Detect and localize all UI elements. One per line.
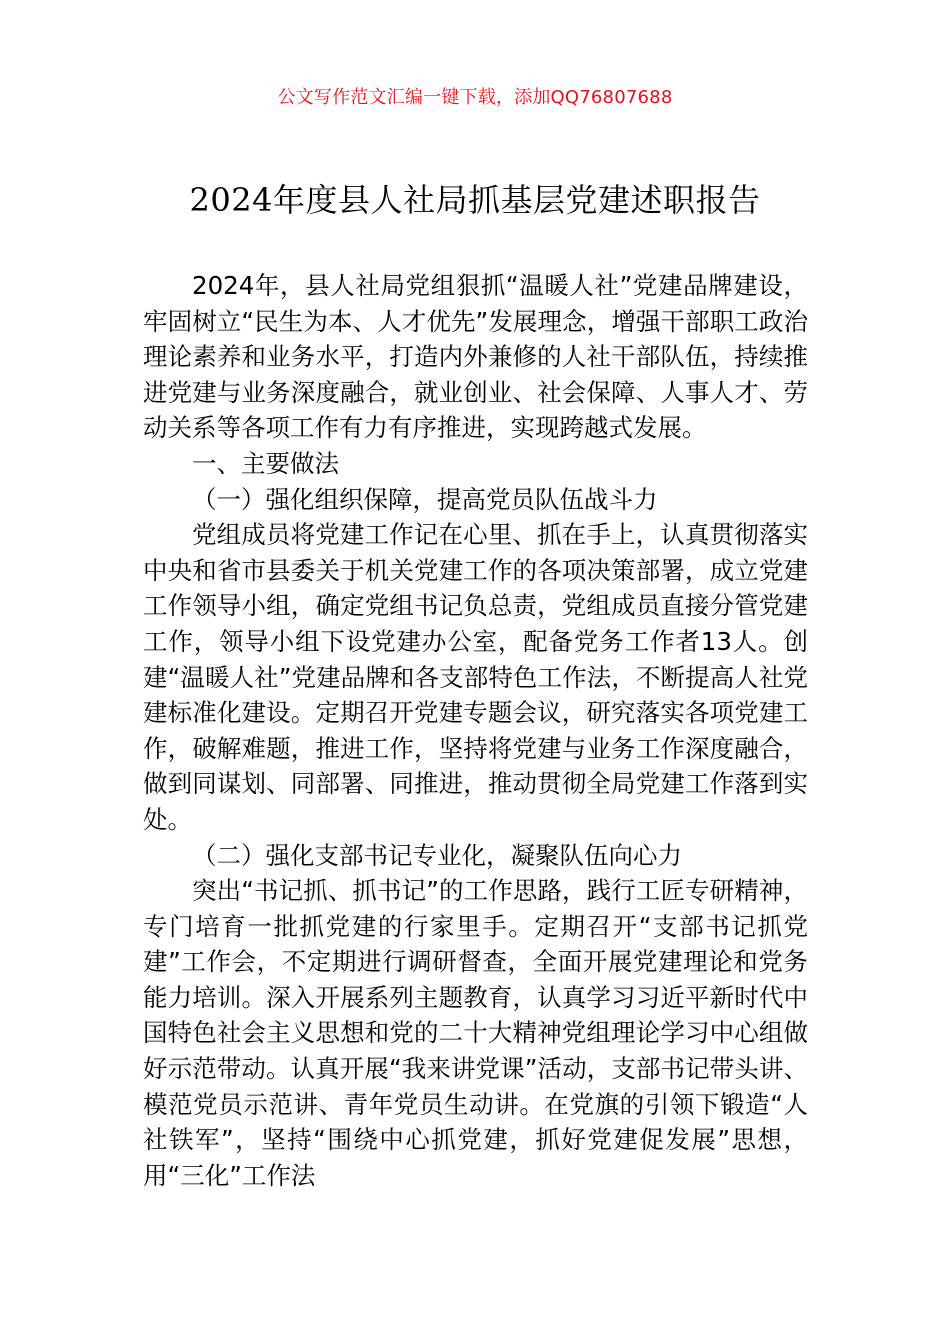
section-heading: 一、主要做法 (192, 448, 339, 478)
subsection-heading: （一）强化组织保障，提高党员队伍战斗力 (192, 484, 658, 514)
document-body (143, 268, 808, 1193)
document-title: 2024年度县人社局抓基层党建述职报告 (189, 181, 761, 219)
promo-banner: 公文写作范文汇编一键下载，添加QQ76807688 (277, 87, 673, 108)
subsection-heading: （二）强化支部书记专业化，凝聚队伍向心力 (192, 840, 682, 870)
body-paragraph: 突出“书记抓、抓书记”的工作思路，践行工匠专研精神，专门培育一批抓党建的行家里手。定期召开“支部书记抓党建”工作会，不定期进行调研督查，全面开展党建理论和党务能力培训。深入开展系列主题教育，认真学习习近平新时代中国特色社会主义思想和党的二十大精神党组理论学习中心组做好示范带动。认真开展“我来讲党课”活动，支部书记带头讲、模范党员示范讲、青年党员生动讲。在党旗的引领下锻造“人社铁军”，坚持“围绕中心抓党建，抓好党建促发展”思想，用“三化”工作法 (143, 876, 808, 1190)
intro-paragraph: 2024年，县人社局党组狠抓“温暖人社”党建品牌建设，牢固树立“民生为本、人才优先”发展理念，增强干部职工政治理论素养和业务水平，打造内外兼修的人社干部队伍，持续推进党建与业务深度融合，就业创业、社会保障、人事人才、劳动关系等各项工作有力有序推进，实现跨越式发展。 (143, 271, 808, 443)
body-paragraph: 党组成员将党建工作记在心里、抓在手上，认真贯彻落实中央和省市县委关于机关党建工作的各项决策部署，成立党建工作领导小组，确定党组书记负总责，党组成员直接分管党建工作，领导小组下设党建办公室，配备党务工作者13人。创建“温暖人社”党建品牌和各支部特色工作法，不断提高人社党建标准化建设。定期召开党建专题会议，研究落实各项党建工作，破解难题，推进工作，坚持将党建与业务工作深度融合，做到同谋划、同部署、同推进，推动贯彻全局党建工作落到实处。 (143, 520, 808, 834)
